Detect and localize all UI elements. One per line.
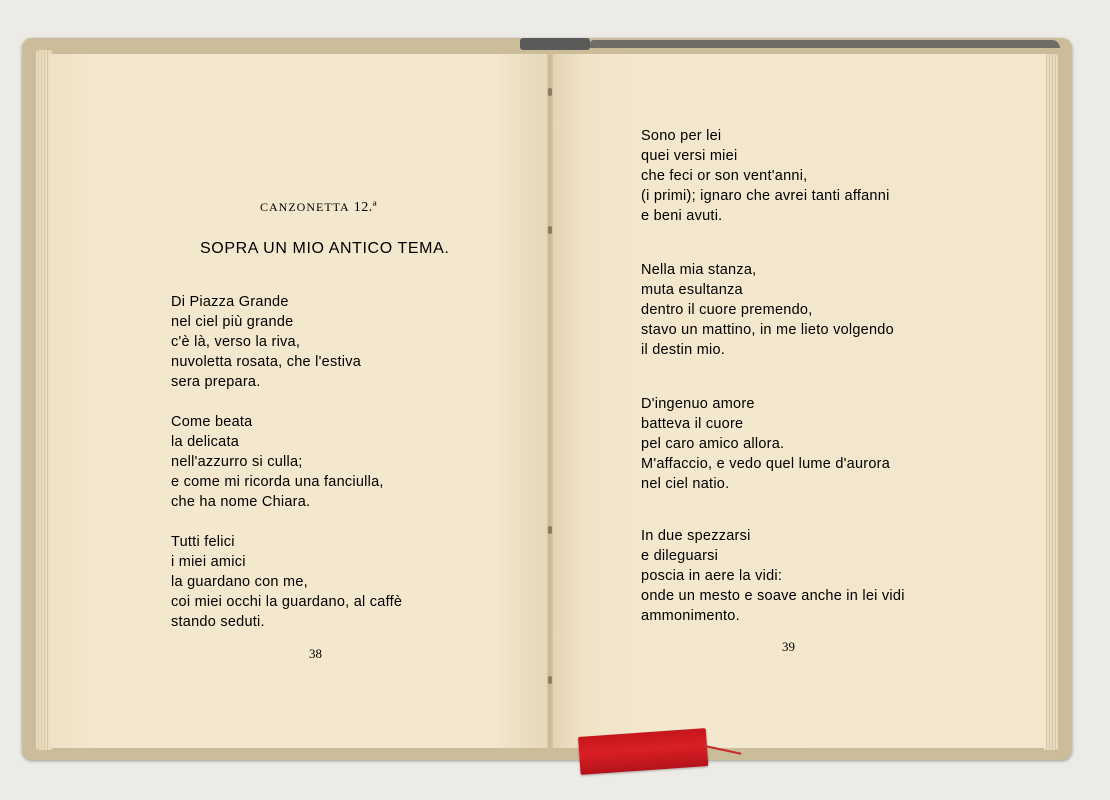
verse-line: nel ciel natio. — [641, 475, 730, 492]
verse-line: nel ciel più grande — [171, 313, 294, 330]
spine-shadow — [520, 38, 590, 50]
verse-line: batteva il cuore — [641, 415, 744, 432]
binding-stitch — [548, 676, 552, 684]
verse-line: nell'azzurro si culla; — [171, 453, 303, 470]
verse-line: stando seduti. — [171, 613, 265, 630]
heading-label: CANZONETTA — [260, 200, 350, 214]
verse-line: Sono per lei — [641, 128, 722, 144]
verse-line: (i primi); ignaro che avrei tanti affanni — [641, 187, 890, 204]
page-number-right: 39 — [782, 639, 795, 654]
binding-stitch — [548, 526, 552, 534]
verse-line: che ha nome Chiara. — [171, 493, 311, 510]
left-page — [50, 54, 550, 748]
binding-stitch — [548, 88, 552, 96]
verse-line: Tutti felici — [171, 534, 235, 550]
verse-line: e come mi ricorda una fanciulla, — [171, 473, 384, 490]
verse-line: Nella mia stanza, — [641, 262, 757, 278]
verse-line: i miei amici — [171, 553, 246, 570]
verse-line: c'è là, verso la riva, — [171, 333, 301, 350]
book-gutter — [547, 54, 553, 748]
verse-line: che feci or son vent'anni, — [641, 167, 808, 184]
left-stanza-1 — [171, 293, 361, 393]
poem-number-heading — [260, 200, 377, 216]
verse-line: sera prepara. — [171, 373, 261, 390]
verse-line: M'affaccio, e vedo quel lume d'aurora — [641, 455, 891, 472]
verse-line: onde un mesto e soave anche in lei vidi — [641, 587, 905, 604]
verse-line: In due spezzarsi — [641, 528, 751, 544]
verse-line: coi miei occhi la guardano, al caffè — [171, 593, 403, 610]
right-stanza-1 — [641, 127, 890, 227]
right-stanza-3 — [641, 395, 890, 495]
verse-line: stavo un mattino, in me lieto volgendo — [641, 321, 894, 338]
cover-top-edge — [590, 40, 1060, 48]
verse-line: pel caro amico allora. — [641, 435, 785, 452]
verse-line: la delicata — [171, 433, 240, 450]
verse-line: muta esultanza — [641, 281, 743, 298]
verse-line: Come beata — [171, 414, 253, 430]
verse-line: quei versi miei — [641, 147, 738, 164]
verse-line: dentro il cuore premendo, — [641, 301, 813, 318]
left-stanza-2 — [171, 413, 384, 513]
verse-line: e beni avuti. — [641, 207, 723, 224]
verse-line: la guardano con me, — [171, 573, 308, 590]
verse-line: poscia in aere la vidi: — [641, 567, 783, 584]
verse-line: D'ingenuo amore — [641, 396, 755, 412]
poem-title: SOPRA UN MIO ANTICO TEMA. — [200, 240, 450, 257]
right-page-edges — [1044, 54, 1058, 750]
verse-line: il destin mio. — [641, 341, 726, 358]
verse-line: Di Piazza Grande — [171, 294, 289, 310]
bookmark-ribbon — [578, 728, 708, 775]
verse-line: e dileguarsi — [641, 547, 719, 564]
heading-number: 12.ª — [353, 200, 378, 215]
binding-stitch — [548, 226, 552, 234]
right-stanza-4 — [641, 527, 905, 627]
right-stanza-2 — [641, 261, 894, 361]
left-stanza-3 — [171, 533, 402, 633]
page-number-left: 38 — [309, 646, 322, 661]
verse-line: nuvoletta rosata, che l'estiva — [171, 353, 362, 370]
verse-line: ammonimento. — [641, 607, 740, 624]
